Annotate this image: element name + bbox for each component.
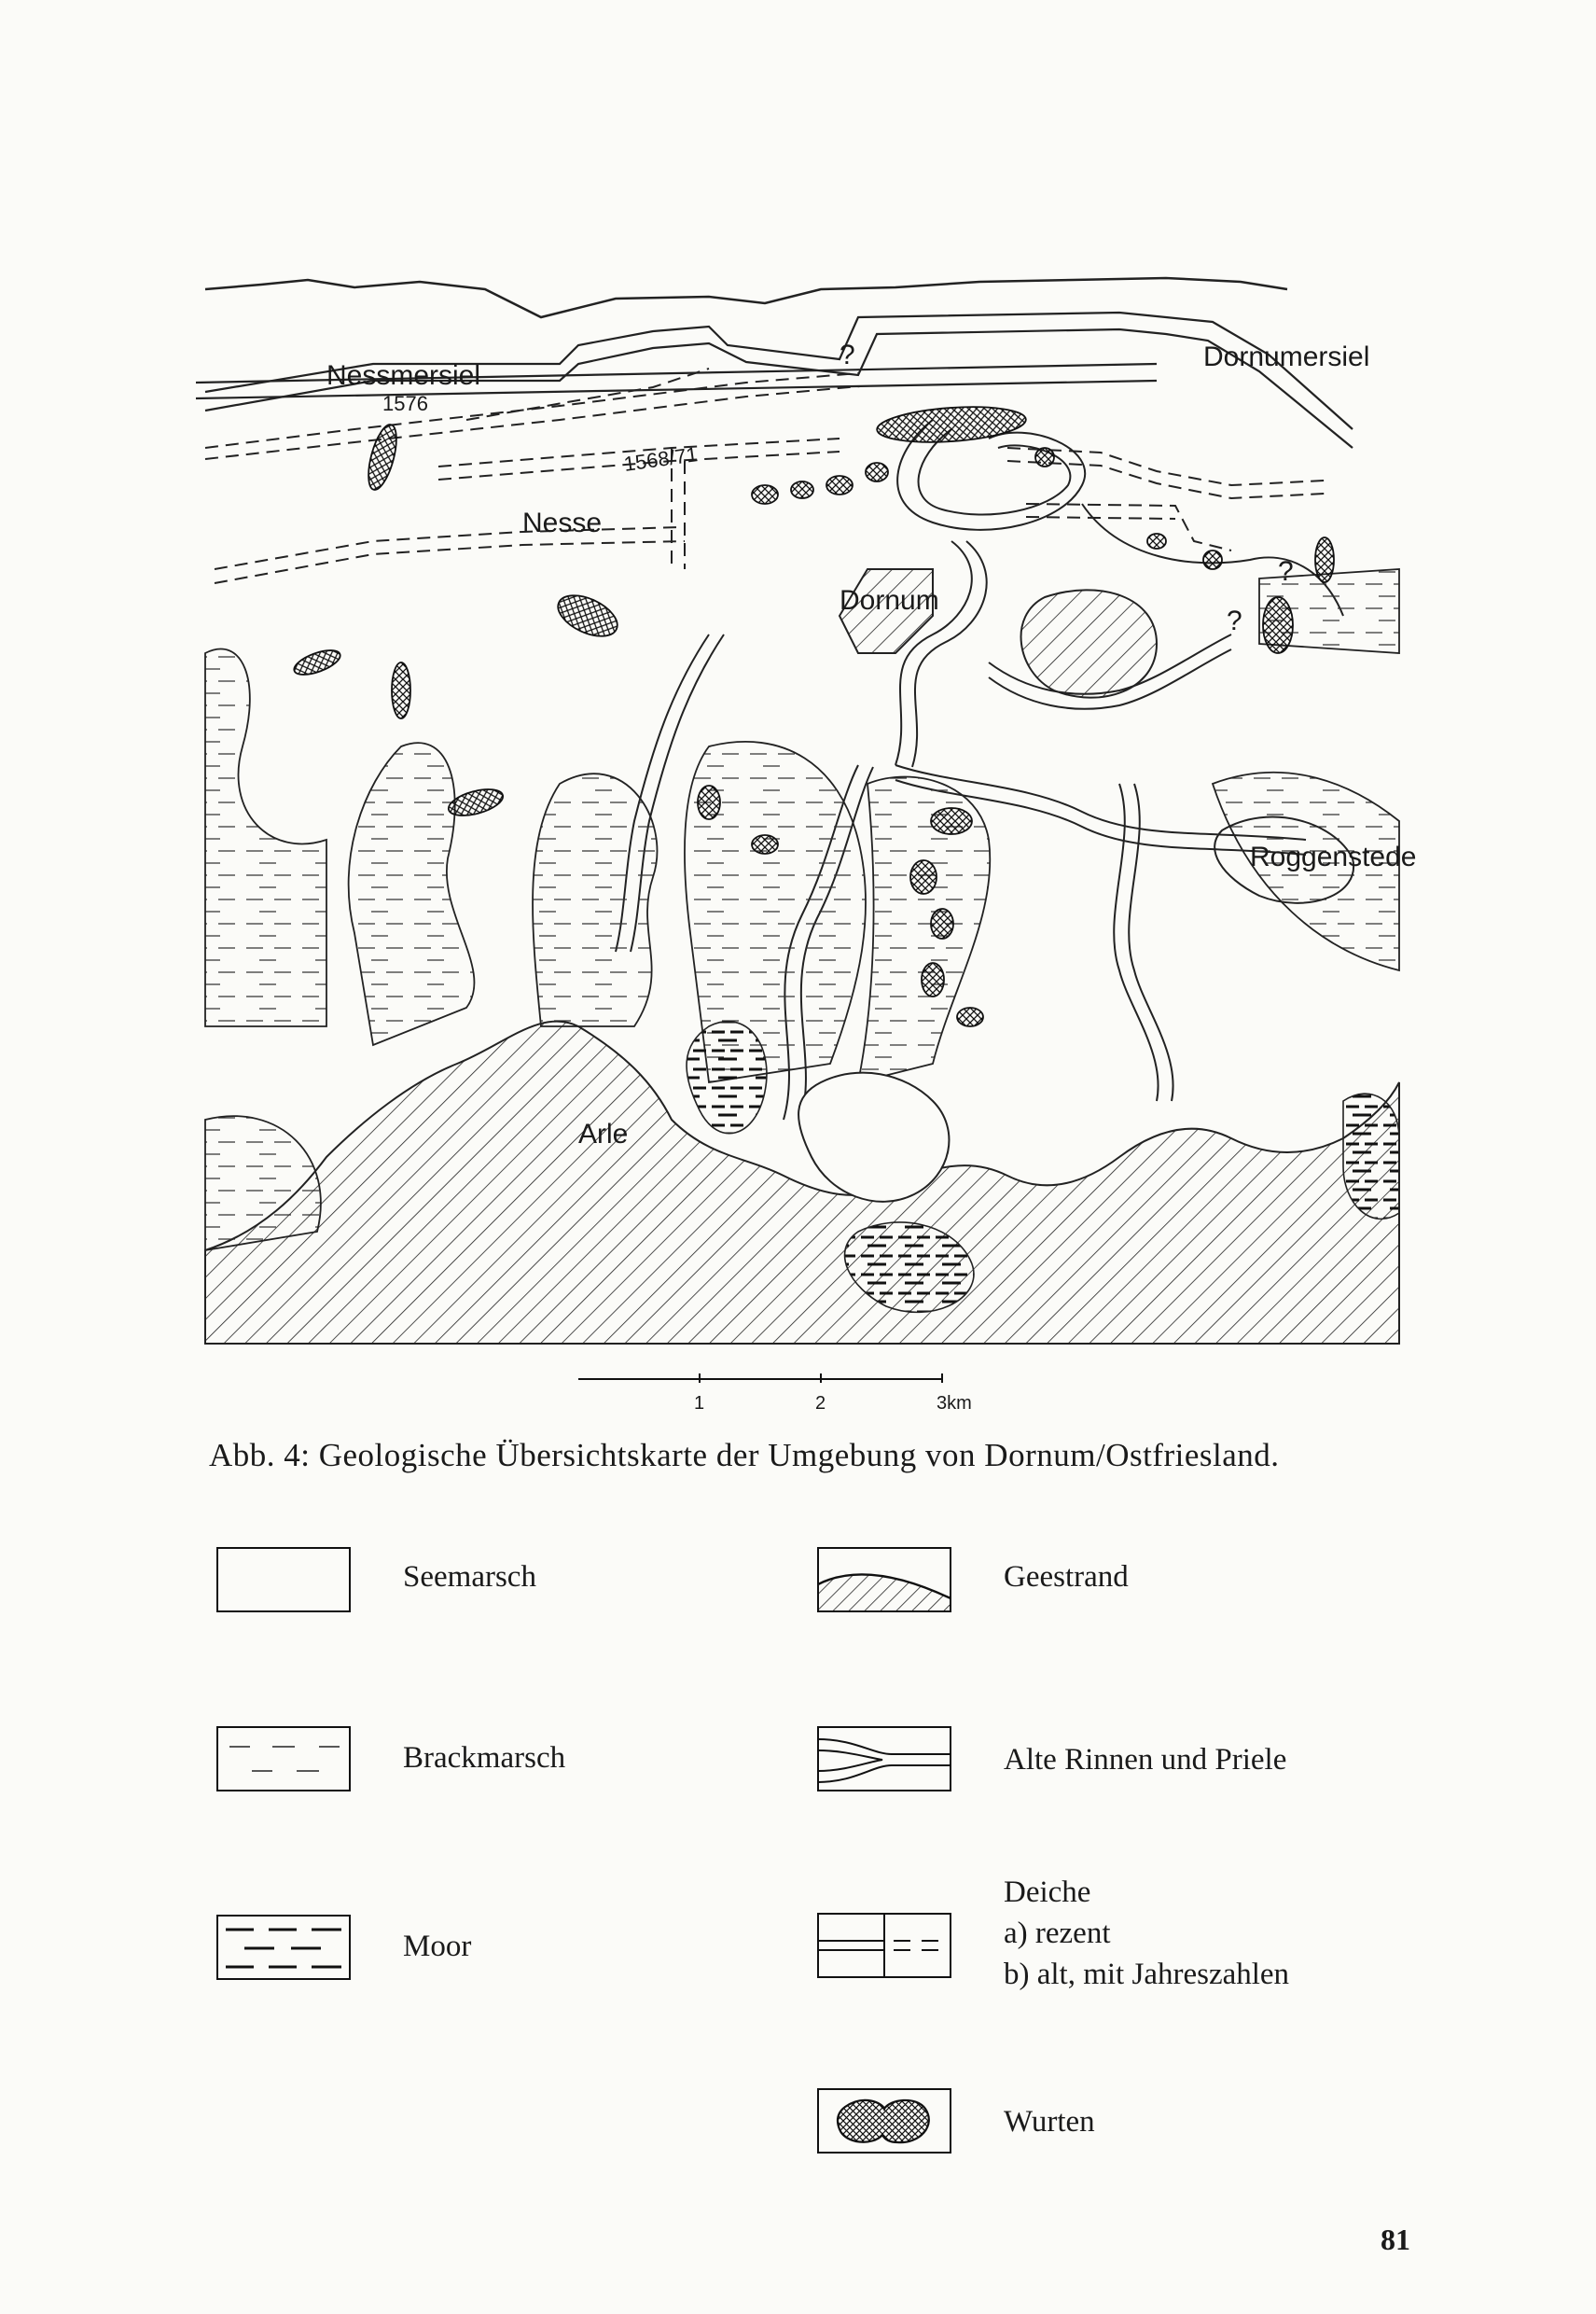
legend-symbol-alte-rinnen: [817, 1726, 951, 1791]
unknown-mark-2: ?: [1227, 606, 1242, 636]
label-year-1568-71: 1568/71: [622, 442, 700, 476]
scale-tick-3: 3km: [937, 1393, 972, 1414]
scale-tick-1: 1: [694, 1393, 705, 1414]
label-roggenstede: Roggenstede: [1250, 842, 1417, 872]
figure-caption: Abb. 4: Geologische Übersichtskarte der Umgebung von Dornum/Ostfriesland.: [209, 1437, 1280, 1473]
legend-label-brackmarsch: Brackmarsch: [403, 1741, 566, 1775]
unknown-mark-3: ?: [1278, 556, 1294, 587]
coastline: [205, 278, 1287, 317]
label-dornumersiel: Dornumersiel: [1203, 342, 1370, 372]
legend-label-deiche-b: b) alt, mit Jahreszahlen: [1004, 1958, 1290, 1991]
label-arle: Arle: [578, 1119, 629, 1150]
legend-symbol-seemarsch: [216, 1547, 351, 1612]
legend-symbol-geestrand: [817, 1547, 951, 1612]
legend-label-wurten: Wurten: [1004, 2105, 1095, 2139]
label-dornum: Dornum: [840, 585, 939, 616]
page-number: 81: [1381, 2223, 1410, 2256]
label-nessmersiel: Nessmersiel: [326, 360, 481, 391]
legend-symbol-wurten: [817, 2088, 951, 2154]
geological-map: [187, 261, 1418, 1362]
legend-label-seemarsch: Seemarsch: [403, 1560, 536, 1594]
legend-label-alte-rinnen: Alte Rinnen und Priele: [1004, 1743, 1287, 1777]
legend-label-moor: Moor: [403, 1930, 472, 1963]
scale-tick-2: 2: [815, 1393, 826, 1414]
legend-symbol-deiche: [817, 1913, 951, 1978]
legend-label-geestrand: Geestrand: [1004, 1560, 1129, 1594]
legend-label-deiche-a: a) rezent: [1004, 1917, 1111, 1950]
label-year-1576: 1576: [382, 392, 428, 415]
legend-symbol-brackmarsch: [216, 1726, 351, 1791]
legend-label-deiche: Deiche: [1004, 1875, 1091, 1909]
label-nesse: Nesse: [522, 508, 603, 538]
scale-bar: [569, 1362, 972, 1428]
unknown-mark-1: ?: [840, 340, 855, 370]
legend-symbol-moor: [216, 1915, 351, 1980]
geestrand-areas: [205, 1022, 1399, 1344]
